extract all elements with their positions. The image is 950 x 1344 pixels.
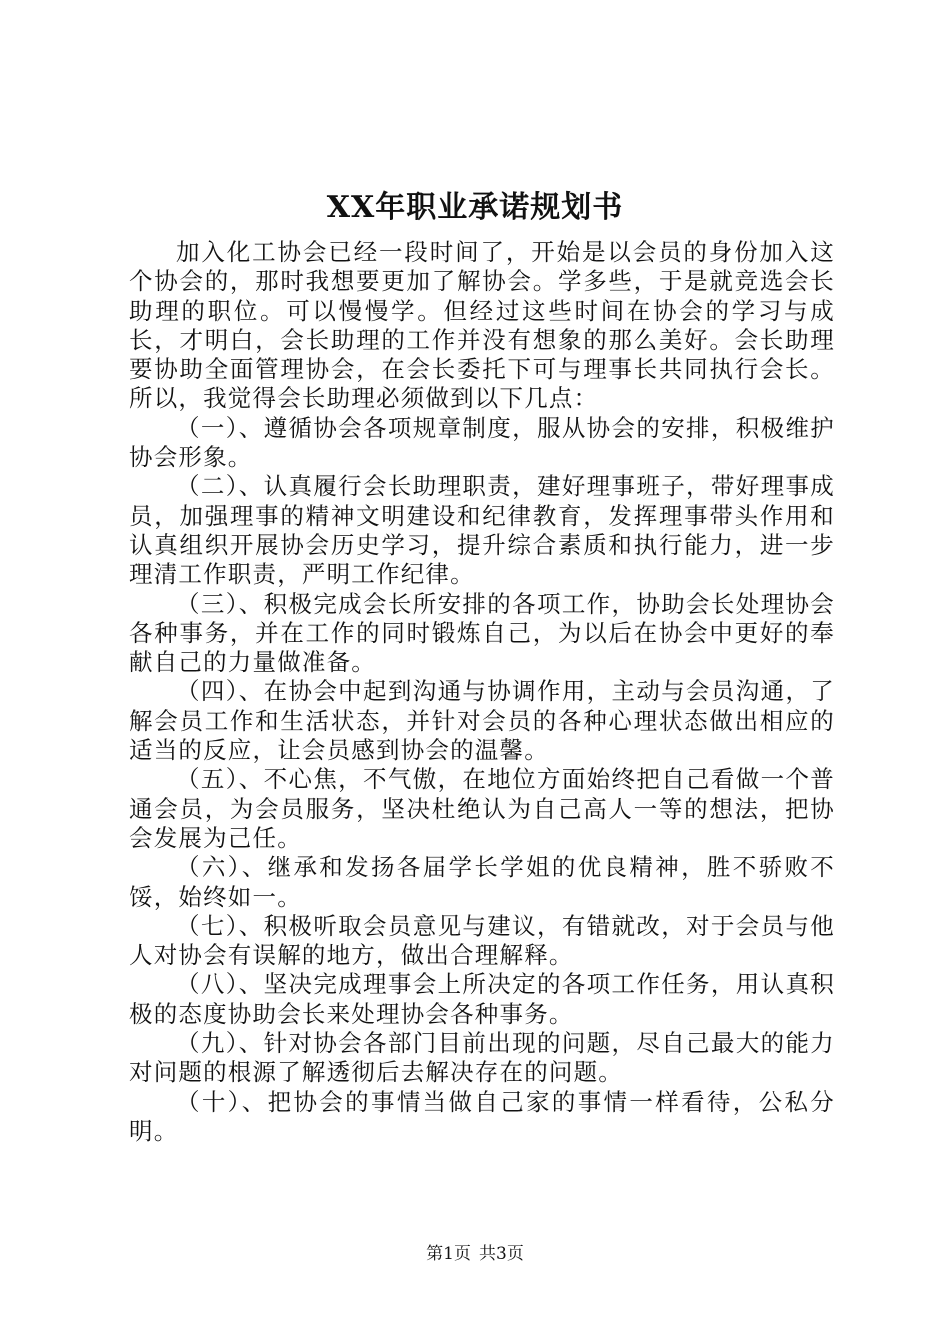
document-body — [129, 238, 835, 1146]
paragraph-intro: 加入化工协会已经一段时间了，开始是以会员的身份加入这个协会的，那时我想要更加了解协会。学多些，于是就竞选会长助理的职位。可以慢慢学。但经过这些时间在协会的学习与成长，才明白，会长助理的工作并没有想象的那么美好。会长助理要协助全面管理协会，在会长委托下可与理事长共同执行会长。所以，我觉得会长助理必须做到以下几点： — [129, 238, 835, 413]
page-total: 共3页 — [479, 1244, 524, 1264]
paragraph-item-4: （四）、在协会中起到沟通与协调作用，主动与会员沟通，了解会员工作和生活状态，并针对会员的各种心理状态做出相应的适当的反应，让会员感到协会的温馨。 — [129, 677, 835, 765]
paragraph-item-2: （二）、认真履行会长助理职责，建好理事班子，带好理事成员，加强理事的精神文明建设和纪律教育，发挥理事带头作用和认真组织开展协会历史学习，提升综合素质和执行能力，进一步理清工作职责，严明工作纪律。 — [129, 472, 835, 589]
paragraph-item-5: （五）、不心焦，不气傲，在地位方面始终把自己看做一个普通会员，为会员服务，坚决杜绝认为自己高人一等的想法，把协会发展为己任。 — [129, 765, 835, 852]
paragraph-item-7: （七）、积极听取会员意见与建议，有错就改，对于会员与他人对协会有误解的地方，做出合理解释。 — [129, 911, 835, 970]
paragraph-item-10: （十）、把协会的事情当做自己家的事情一样看待，公私分明。 — [129, 1087, 835, 1145]
paragraph-item-1: （一）、遵循协会各项规章制度，服从协会的安排，积极维护协会形象。 — [129, 413, 835, 472]
paragraph-item-3: （三）、积极完成会长所安排的各项工作，协助会长处理协会各种事务，并在工作的同时锻炼自己，为以后在协会中更好的奉献自己的力量做准备。 — [129, 589, 835, 677]
paragraph-item-8: （八）、坚决完成理事会上所决定的各项工作任务，用认真积极的态度协助会长来处理协会各种事务。 — [129, 970, 835, 1028]
page-title: XX年职业承诺规划书 — [326, 190, 624, 225]
paragraph-item-9: （九）、针对协会各部门目前出现的问题，尽自己最大的能力对问题的根源了解透彻后去解决存在的问题。 — [129, 1029, 835, 1087]
paragraph-item-6: （六）、继承和发扬各届学长学姐的优良精神，胜不骄败不馁，始终如一。 — [129, 853, 835, 911]
page-number: 第1页 — [426, 1244, 471, 1264]
page-footer — [0, 1242, 950, 1266]
